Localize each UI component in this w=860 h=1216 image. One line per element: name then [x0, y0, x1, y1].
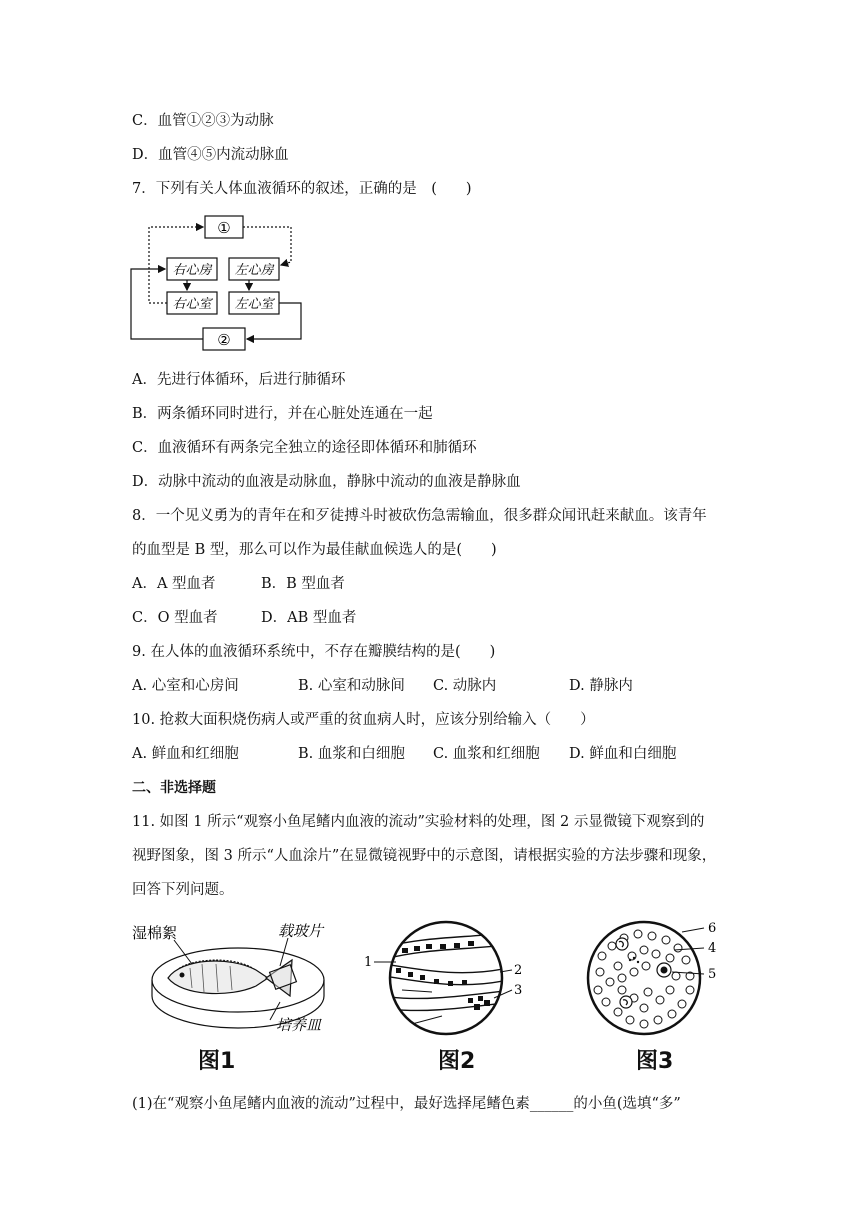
- diagram-ra-label: 右心房: [172, 263, 212, 278]
- q9-option-d: D. 静脉内: [569, 678, 633, 694]
- q9-option-a: A. 心室和心房间: [132, 678, 239, 694]
- q10-option-d: D. 鲜血和白细胞: [569, 746, 677, 762]
- figure-1-fish-dish: [130, 922, 350, 1042]
- fig1-label-cotton: 湿棉絮: [132, 924, 178, 942]
- fig1-label-dish: 培养皿: [276, 1016, 322, 1034]
- q11-stem-line1: 11. 如图 1 所示“观察小鱼尾鳍内血液的流动”实验材料的处理，图 2 示显微镜下观察到的: [132, 814, 705, 830]
- fig1-caption: 图1: [198, 1049, 236, 1074]
- figure-3-blood-smear: [582, 916, 732, 1040]
- fig3-num-6: 6: [708, 921, 717, 936]
- q7-option-a: A．先进行体循环，后进行肺循环: [132, 372, 346, 388]
- q10-option-b: B. 血浆和白细胞: [298, 746, 405, 762]
- q6-option-c: C．血管①②③为动脉: [132, 113, 274, 129]
- fig3-caption: 图3: [636, 1049, 674, 1074]
- q11-subquestion-1: (1)在“观察小鱼尾鳍内血液的流动”过程中，最好选择尾鳍色素______的小鱼(选填“多”: [132, 1096, 681, 1112]
- q11-stem-line2: 视野图象，图 3 所示“人血涂片”在显微镜视野中的示意图，请根据实验的方法步骤和现象，: [132, 848, 717, 864]
- section-heading: 二、非选择题: [132, 780, 216, 796]
- q10-option-a: A. 鲜血和红细胞: [132, 746, 239, 762]
- q9-option-c: C. 动脉内: [433, 678, 497, 694]
- circulation-diagram: [125, 210, 315, 360]
- q9-option-b: B. 心室和动脉间: [298, 678, 405, 694]
- q11-stem-line3: 回答下列问题。: [132, 882, 234, 898]
- fig2-num-1: 1: [364, 955, 373, 970]
- q8-option-b: B．B 型血者: [261, 576, 345, 592]
- q7-option-d: D．动脉中流动的血液是动脉血，静脉中流动的血液是静脉血: [132, 474, 521, 490]
- fig2-num-3: 3: [514, 983, 523, 998]
- fig3-num-4: 4: [708, 941, 717, 956]
- q9-stem: 9. 在人体的血液循环系统中，不存在瓣膜结构的是( ): [132, 644, 496, 660]
- diagram-lv-label: 左心室: [234, 297, 274, 312]
- q8-option-d: D．AB 型血者: [261, 610, 357, 626]
- q7-stem: 7．下列有关人体血液循环的叙述，正确的是 ( ): [132, 181, 472, 197]
- q8-stem-line1: 8．一个见义勇为的青年在和歹徒搏斗时被砍伤急需输血，很多群众闻讯赶来献血。该青年: [132, 508, 707, 524]
- diagram-box-2-label: ②: [217, 331, 231, 349]
- q10-stem: 10. 抢救大面积烧伤病人或严重的贫血病人时，应该分别给输入（ ）: [132, 712, 595, 728]
- fig1-label-slide: 载玻片: [278, 922, 324, 940]
- fig2-caption: 图2: [438, 1049, 476, 1074]
- diagram-la-label: 左心房: [234, 263, 274, 278]
- fig2-num-2: 2: [514, 963, 523, 978]
- q6-option-d: D．血管④⑤内流动脉血: [132, 147, 289, 163]
- figure-2-capillary-view: [362, 918, 532, 1038]
- diagram-rv-label: 右心室: [172, 297, 212, 312]
- diagram-box-1-label: ①: [217, 219, 231, 237]
- fig3-num-5: 5: [708, 967, 717, 982]
- q7-option-c: C．血液循环有两条完全独立的途径即体循环和肺循环: [132, 440, 477, 456]
- q7-option-b: B．两条循环同时进行，并在心脏处连通在一起: [132, 406, 433, 422]
- q10-option-c: C. 血浆和红细胞: [433, 746, 540, 762]
- q8-stem-line2: 的血型是 B 型，那么可以作为最佳献血候选人的是( ): [132, 542, 497, 558]
- q8-option-c: C．O 型血者: [132, 610, 218, 626]
- q8-option-a: A．A 型血者: [132, 576, 216, 592]
